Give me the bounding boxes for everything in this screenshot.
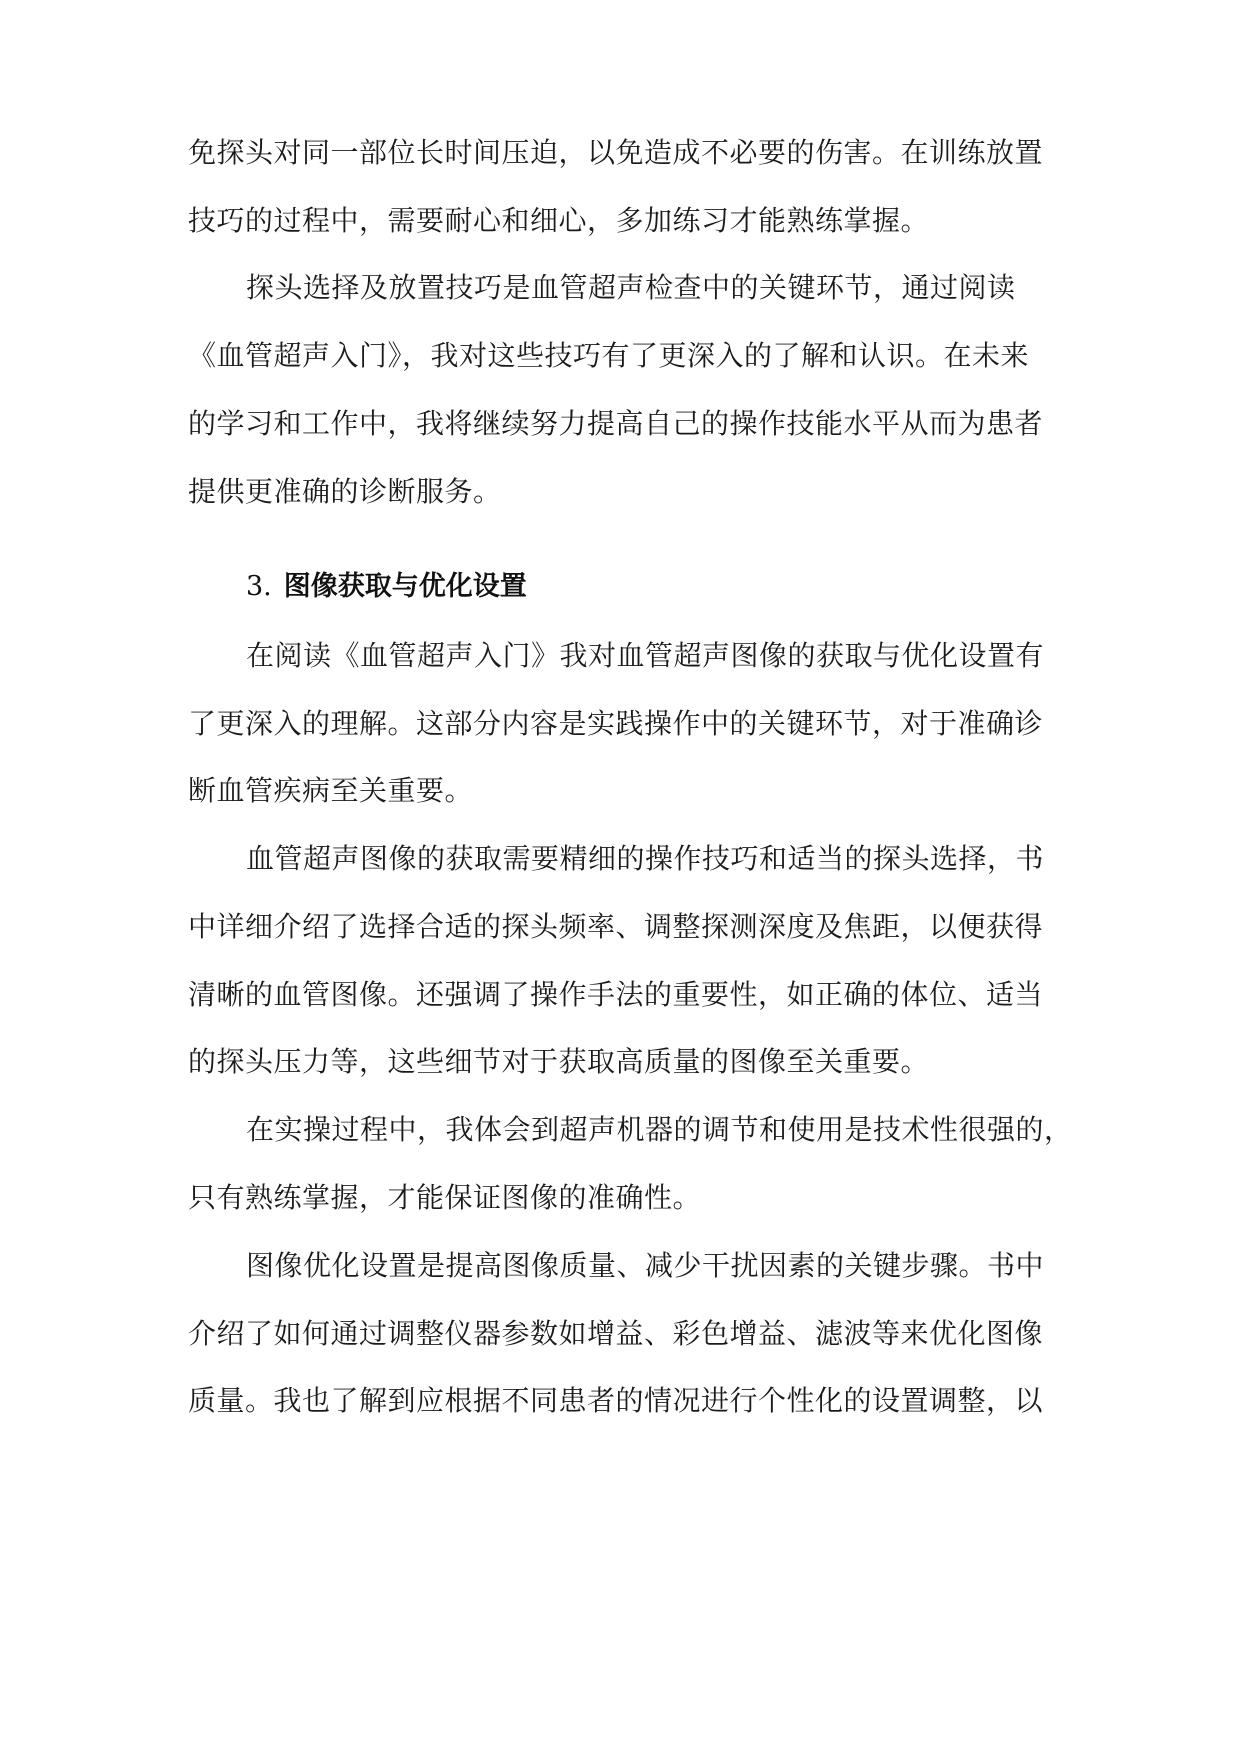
text-line: 提供更准确的诊断服务。 <box>188 475 502 508</box>
text-line: 《血管超声入门》，我对这些技巧有了更深入的了解和认识。在未来 <box>188 339 1030 372</box>
text-line: 断血管疾病至关重要。 <box>188 774 474 807</box>
text-line: 只有熟练掌握，才能保证图像的准确性。 <box>188 1181 702 1214</box>
section-number: 3. <box>246 571 272 602</box>
text-line: 免探头对同一部位长时间压迫，以免造成不必要的伤害。在训练放置 <box>188 136 1044 169</box>
paragraph-start-line: 血管超声图像的获取需要精细的操作技巧和适当的探头选择，书 <box>246 842 1045 875</box>
text-line: 清晰的血管图像。还强调了操作手法的重要性，如正确的体位、适当 <box>188 978 1044 1011</box>
paragraph-start-line: 探头选择及放置技巧是血管超声检查中的关键环节，通过阅读 <box>246 271 1016 304</box>
section-title: 图像获取与优化设置 <box>283 571 527 602</box>
text-line: 的探头压力等，这些细节对于获取高质量的图像至关重要。 <box>188 1045 930 1078</box>
text-line: 了更深入的理解。这部分内容是实践操作中的关键环节，对于准确诊 <box>188 707 1044 740</box>
text-line: 介绍了如何通过调整仪器参数如增益、彩色增益、滤波等来优化图像 <box>188 1317 1044 1350</box>
paragraph-start-line: 在阅读《血管超声入门》我对血管超声图像的获取与优化设置有 <box>246 639 1045 672</box>
paragraph-start-line: 在实操过程中，我体会到超声机器的调节和使用是技术性很强的， <box>246 1113 1073 1146</box>
text-line: 的学习和工作中，我将继续努力提高自己的操作技能水平从而为患者 <box>188 407 1044 440</box>
section-heading <box>246 567 527 607</box>
paragraph-start-line: 图像优化设置是提高图像质量、减少干扰因素的关键步骤。书中 <box>246 1249 1045 1282</box>
text-line: 中详细介绍了选择合适的探头频率、调整探测深度及焦距，以便获得 <box>188 910 1044 943</box>
text-line: 质量。我也了解到应根据不同患者的情况进行个性化的设置调整，以 <box>188 1384 1044 1417</box>
text-line: 技巧的过程中，需要耐心和细心，多加练习才能熟练掌握。 <box>188 204 930 237</box>
